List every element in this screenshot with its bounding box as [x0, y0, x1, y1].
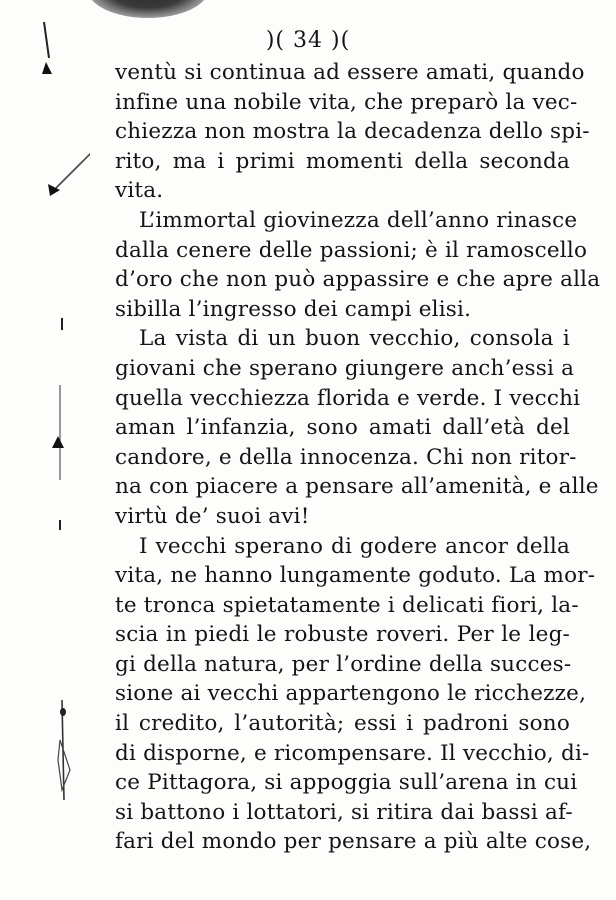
text-line: sione ai vecchi appartengono le ricchezze, — [115, 681, 587, 707]
text-line: ce Pittagora, si appoggia sull’arena in cui — [115, 770, 578, 796]
paragraph — [115, 206, 601, 324]
text-line: scia in piedi le robuste roveri. Per le leg- — [115, 622, 570, 648]
text-line: L’immortal giovinezza dell’anno rinasce — [139, 207, 578, 233]
text-line: quella vecchiezza florida e verde. I vecchi — [115, 385, 581, 411]
text-line: La vista di un buon vecchio, consola i — [139, 326, 570, 352]
text-line: gi della natura, per l’ordine della succes- — [115, 651, 572, 677]
text-line: vita, ne hanno lungamente goduto. La mor- — [115, 563, 596, 589]
text-line: si battono i lottatori, si ritira dai bassi af- — [115, 799, 573, 825]
text-line: te tronca spietatamente i delicati fiori, la- — [115, 592, 579, 618]
paragraph — [115, 58, 590, 206]
text-line: chiezza non mostra la decadenza dello spi- — [115, 119, 590, 145]
text-line: giovani che sperano giungere anch’essi a — [115, 355, 575, 381]
text-line: aman l’infanzia, sono amati dall’età del — [115, 415, 570, 441]
text-line: vita. — [115, 178, 164, 204]
text-line: ventù si continua ad essere amati, quando — [115, 60, 585, 85]
text-line: di disporne, e ricompensare. Il vecchio, di- — [115, 740, 590, 766]
text-line: fari del mondo per pensare a più alte cose, — [115, 829, 592, 855]
text-line: d’oro che non può appassire e che apre alla — [115, 267, 601, 293]
paragraph — [115, 532, 596, 858]
text-line: I vecchi sperano di godere ancor della — [139, 533, 570, 559]
text-line: sibilla l’ingresso dei campi elisi. — [115, 296, 472, 322]
page-number: )( 34 )( — [265, 28, 351, 53]
text-line: rito, ma i primi momenti della seconda — [115, 148, 570, 174]
text-line: dalla cenere delle passioni; è il ramoscello — [115, 237, 588, 263]
text-line: il credito, l’autorità; essi i padroni sono — [115, 711, 570, 737]
text-line: infine una nobile vita, che preparò la vec- — [115, 89, 578, 115]
thumb-shadow — [88, 0, 208, 18]
binding-margin-marks — [0, 0, 90, 900]
paragraph — [115, 324, 599, 531]
page-text — [115, 58, 601, 857]
text-line: candore, e della innocenza. Chi non ritor- — [115, 444, 577, 470]
text-line: virtù de’ suoi avi! — [115, 503, 310, 529]
text-line: na con piacere a pensare all’amenità, e alle — [115, 474, 599, 500]
